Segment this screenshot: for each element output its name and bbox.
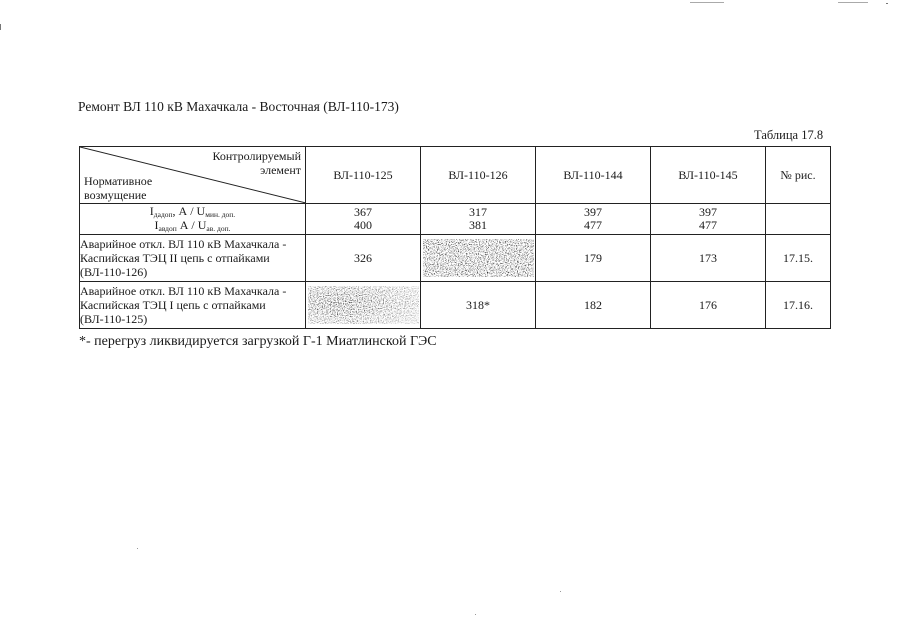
table-number: Таблица 17.8 bbox=[754, 128, 824, 142]
contingency-label-line: Каспийская ТЭЦ I цепь с отпайками bbox=[80, 298, 266, 312]
scan-mark bbox=[886, 3, 888, 4]
limit-value-top: 397 bbox=[699, 205, 717, 219]
corner-bottom-line: возмущение bbox=[84, 188, 147, 202]
scan-mark bbox=[838, 2, 868, 3]
limit-value-top: 397 bbox=[584, 205, 602, 219]
noise-shading bbox=[308, 286, 419, 324]
figure-ref-cell: 17.15. bbox=[766, 235, 831, 282]
limit-cell bbox=[306, 204, 421, 235]
value-cell: 173 bbox=[651, 235, 766, 282]
noise-shading bbox=[423, 239, 534, 277]
limit-cell bbox=[421, 204, 536, 235]
scan-mark bbox=[0, 24, 1, 30]
shaded-cell bbox=[421, 235, 536, 282]
limit-value-bottom: 477 bbox=[584, 218, 602, 232]
contingency-label-line: Аварийное откл. ВЛ 110 кВ Махачкала - bbox=[80, 237, 287, 251]
column-header: ВЛ-110-145 bbox=[651, 147, 766, 204]
limit-value-bottom: 477 bbox=[699, 218, 717, 232]
corner-bottom-line: Нормативное bbox=[84, 174, 153, 188]
results-table-wrapper bbox=[79, 146, 831, 329]
column-header: ВЛ-110-144 bbox=[536, 147, 651, 204]
corner-top-line: элемент bbox=[260, 163, 301, 177]
figure-ref-cell: 17.16. bbox=[766, 282, 831, 329]
value-cell: 318* bbox=[421, 282, 536, 329]
limit-value-top: 317 bbox=[469, 205, 487, 219]
column-header: ВЛ-110-126 bbox=[421, 147, 536, 204]
limit-cell bbox=[651, 204, 766, 235]
limit-value-top: 367 bbox=[354, 205, 372, 219]
scan-speck bbox=[137, 548, 138, 549]
limit-value-bottom: 381 bbox=[469, 218, 487, 232]
limits-label-line: Iавдоп А / Uав. доп. bbox=[154, 218, 231, 233]
scan-speck bbox=[560, 591, 561, 592]
limit-cell bbox=[536, 204, 651, 235]
contingency-row bbox=[80, 282, 831, 329]
contingency-row bbox=[80, 235, 831, 282]
column-header: № рис. bbox=[766, 147, 831, 204]
corner-top-label bbox=[212, 149, 301, 177]
header-row bbox=[80, 147, 831, 204]
scan-speck bbox=[475, 614, 476, 615]
limit-cell bbox=[766, 204, 831, 235]
contingency-label-line: Каспийская ТЭЦ II цепь с отпайками bbox=[80, 251, 270, 265]
scan-mark bbox=[690, 2, 724, 3]
column-header: ВЛ-110-125 bbox=[306, 147, 421, 204]
value-cell: 326 bbox=[306, 235, 421, 282]
limits-label-line: Iдадоп, А / Uмин. доп. bbox=[149, 204, 236, 219]
limits-row bbox=[80, 204, 831, 235]
contingency-label bbox=[80, 235, 306, 282]
limits-label-cell bbox=[80, 204, 306, 235]
contingency-label-line: Аварийное откл. ВЛ 110 кВ Махачкала - bbox=[80, 284, 287, 298]
limit-value-bottom: 400 bbox=[354, 218, 372, 232]
section-heading: Ремонт ВЛ 110 кВ Махачкала - Восточная (ВЛ-110-173) bbox=[78, 99, 399, 114]
corner-bottom-label bbox=[84, 174, 152, 202]
results-table bbox=[79, 146, 831, 329]
contingency-label-line: (ВЛ-110-126) bbox=[80, 265, 148, 279]
footnote: *- перегруз ликвидируется загрузкой Г-1 Миатлинской ГЭС bbox=[79, 334, 437, 349]
shaded-cell bbox=[306, 282, 421, 329]
value-cell: 179 bbox=[536, 235, 651, 282]
contingency-label-line: (ВЛ-110-125) bbox=[80, 312, 148, 326]
corner-header-cell bbox=[80, 147, 306, 204]
value-cell: 176 bbox=[651, 282, 766, 329]
value-cell: 182 bbox=[536, 282, 651, 329]
corner-top-line: Контролируемый bbox=[212, 149, 301, 163]
contingency-label bbox=[80, 282, 306, 329]
